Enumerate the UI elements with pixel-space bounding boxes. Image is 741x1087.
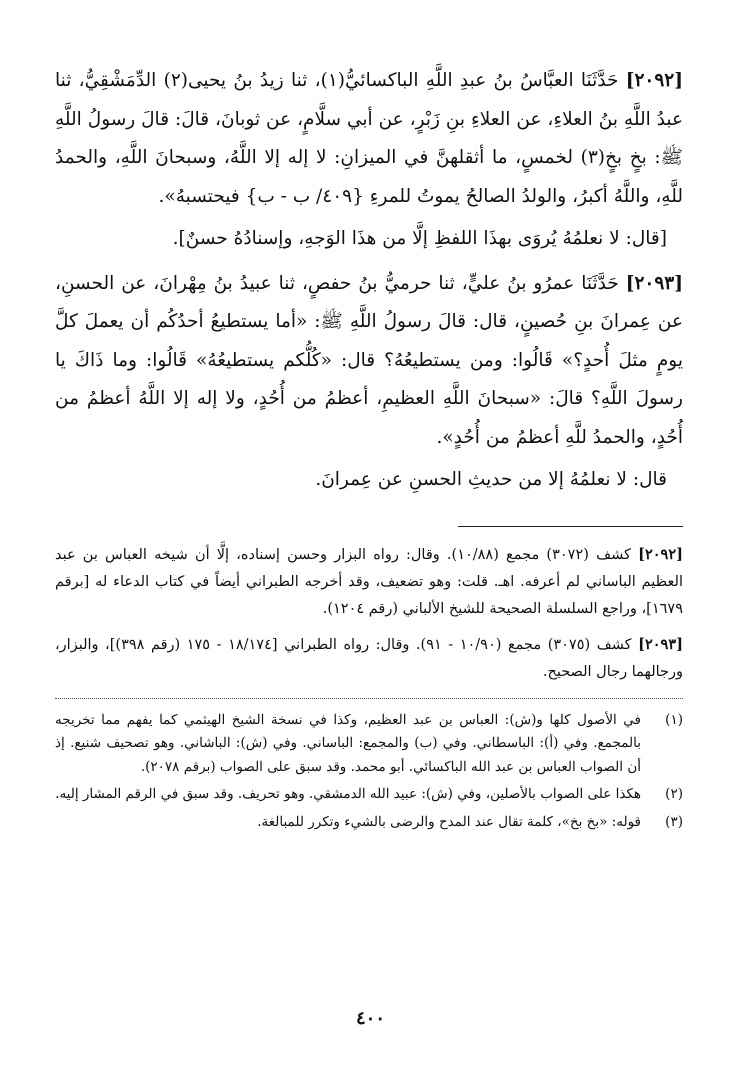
hadith-2092 [55,62,683,216]
hadith-2093 [55,265,683,458]
footnote-divider [458,526,683,527]
takhrij-text: كشف (٣٠٧٥) مجمع (١٠/٩٠ - ٩١). وقال: رواه الطبراني [١٨/١٧٤ - ١٧٥ (رقم ٣٩٨)]، والبزار، ورجالهما رجال الصحيح. [55,636,683,680]
hadith-text: حَدَّثَنَا العبَّاسُ بنُ عبدِ اللَّهِ الباكسائيُّ(١)، ثنا زيدُ بنُ يحيى(٢) الدِّمَشْقِيُّ، ثنا عبدُ اللَّهِ بنُ العلاءِ، عن العلاءِ بنِ زَبْرٍ، عن أبي سلَّامٍ، عن ثوبانَ، قالَ: قالَ رسولُ اللَّهِ ﷺ: بخٍ بخٍ(٣) لخمسٍ، ما أثقلهنَّ في الميزانِ: لا إله إلا اللَّهُ، وسبحانَ اللَّهِ، والحمدُ للَّهِ، واللَّهُ أكبرُ، والولدُ الصالحُ يموتُ للمرءِ {٤٠٩/ ب - ب} فيحتسبهُ». [55,70,683,207]
dotted-divider [55,698,683,699]
footnote-1 [55,709,683,780]
footnote-text: في الأصول كلها و(ش): العباس بن عبد العظيم، وكذا في نسخة الشيخ الهيثمي كما يفهم مما تخريجه بالمجمع. وفي (أ): الباسطاني. وفي (ب) والمجمع: الباساني. وفي (ش): الباشاني. وهو تصحيف شنيع. إذ أن الصواب العباس بن عبد الله الباكسائي. أبو محمد. وقد سبق على الصواب (برقم ٢٠٧٨). [55,711,641,775]
hadith-number: [٢٠٩٢] [625,70,683,91]
hadith-2092-note: [قال: لا نعلمُهُ يُروَى بهذَا اللفظِ إلَّا من هذَا الوَجهِ، وإسنادُهُ حسنٌ]. [172,228,667,249]
hadith-number: [٢٠٩٣] [625,272,683,294]
footnote-number: (٣) [665,813,683,830]
footnote-number: (٢) [665,786,683,802]
takhrij-2093 [55,631,683,686]
footnote-text: هكذا على الصواب بالأصلين، وفي (ش): عبيد الله الدمشقي. وهو تحريف. وقد سبق في الرقم المشار إليه. [55,786,641,802]
takhrij-text: كشف (٣٠٧٢) مجمع (١٠/٨٨). وقال: رواه البزار وحسن إسناده، إلَّا أن شيخه العباس بن عبد العظيم الباساني لم أعرفه. اهـ. قلت: وهو تضعيف، وقد أخرجه الطبراني أيضاً في كتاب الدعاء له [برقم ١٦٧٩]، وراجع السلسلة الصحيحة للشيخ الألباني (رقم ١٢٠٤). [55,546,683,617]
footnote-number: (١) [665,711,683,728]
page-number: ٤٠٠ [355,1008,385,1029]
hadith-2093-note: قال: لا نعلمُهُ إلا من حديثِ الحسنِ عن عِمرانَ. [315,469,667,490]
footnote-text: قوله: «بخ بخ»، كلمة تقال عند المدح والرضى بالشيء وتكرر للمبالغة. [257,813,641,830]
footnote-3 [55,811,683,835]
takhrij-number: [٢٠٩٣] [638,635,683,653]
hadith-text: حَدَّثَنَا عمرُو بنُ عليٍّ، ثنا حرميُّ بنُ حفصٍ، ثنا عبيدُ بنُ مِهْرانَ، عن الحسنِ، عن عِمرانَ بنِ حُصينٍ، قال: قالَ رسولُ اللَّهِ ﷺ: «أما يستطيعُ أحدُكُم أن يعملَ كلَّ يومٍ مثلَ أُحدٍ؟» قَالُوا: ومن يستطيعُهُ؟ قال: «كُلُّكم يستطيعُهُ» قَالُوا: وما ذَاكَ يا رسولَ اللَّهِ؟ قالَ: «سبحانَ اللَّهِ العظيمِ، أعظمُ من أُحُدٍ، ولا إله إلا اللَّهُ أعظمُ من أُحُدٍ، والحمدُ للَّهِ أعظمُ من أُحُدٍ». [55,272,683,448]
takhrij-2092 [55,541,683,623]
page-body [55,62,683,838]
footnote-2 [55,783,683,807]
takhrij-number: [٢٠٩٢] [638,545,683,563]
